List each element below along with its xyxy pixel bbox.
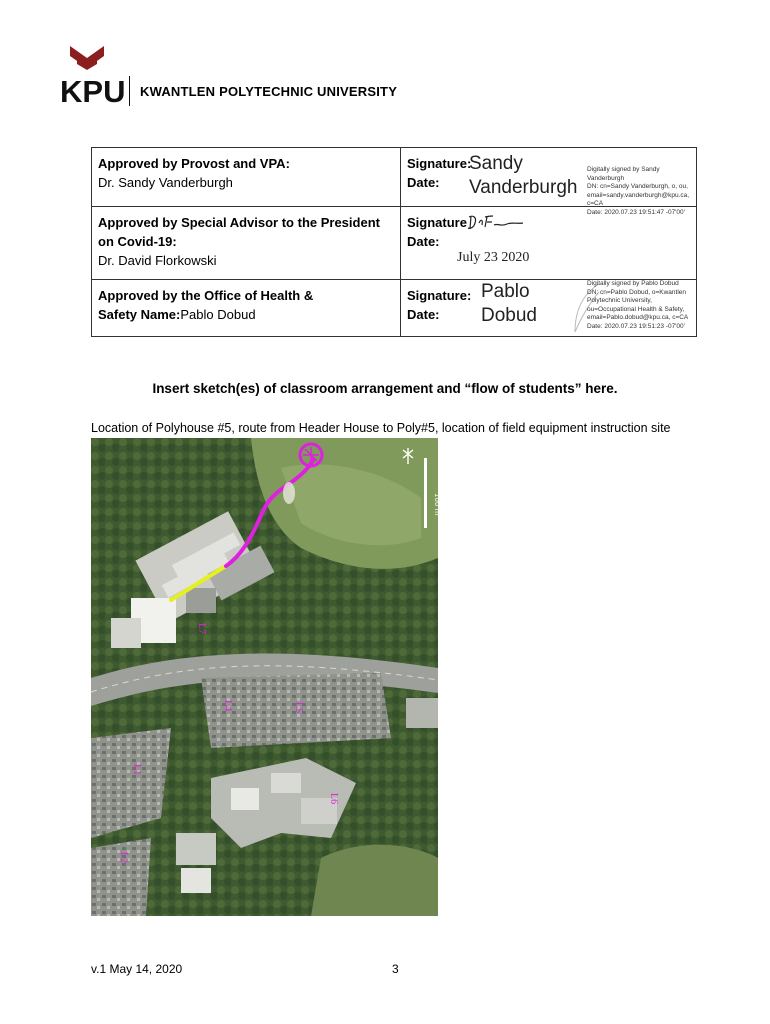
lot-label: L4 [222,700,233,712]
scale-label: 100 m [433,493,441,516]
approval-person: Pablo Dobud [180,307,256,322]
approval-person: Dr. Sandy Vanderburgh [98,175,233,190]
approval-row-health-safety [92,280,697,337]
signed-name-line1: Sandy [469,153,523,174]
meta-line: Digitally signed by Pablo Dobud [587,280,679,287]
approval-role: Approved by the Office of Health & [98,288,314,303]
lot-label: L1 [131,764,142,776]
approval-role: Approved by Special Advisor to the President [98,215,380,230]
lot-label: L2 [118,852,129,864]
map-caption: Location of Polyhouse #5, route from Header House to Poly#5, location of field equipment instruction site [91,421,671,435]
signature-cell [401,207,697,280]
date-label: Date: [407,175,440,190]
logo-text: KPU [60,74,126,109]
approval-person: Dr. David Florkowski [98,253,217,268]
approval-role-cell [92,207,401,280]
aerial-map [91,438,441,916]
signed-name-line2: Vanderburgh [469,177,578,198]
signed-name-line1: Pablo [481,281,530,302]
handwritten-signature [465,213,525,233]
meta-line: email=Pablo.dobud@kpu.ca, c=CA [587,314,689,321]
approval-role-cell [92,148,401,207]
meta-line: email=sandy.vanderburgh@kpu.ca, c=CA [587,191,690,207]
sketch-heading: Insert sketch(es) of classroom arrangement and “flow of students” here. [152,381,618,396]
page-number: 3 [392,962,399,976]
digital-signature-meta [587,280,688,331]
date-label: Date: [407,234,440,249]
signature-label: Signature: [407,156,472,171]
signature-cell [401,148,697,216]
signature-cell [401,280,697,337]
signature-label: Signature [407,215,467,230]
lot-label: L5 [293,702,304,714]
approval-role-cont: on Covid-19: [98,234,177,249]
meta-line: Date: 2020.07.23 19:51:47 -07'00' [587,208,685,216]
handwritten-date: July 23 2020 [457,250,530,265]
signed-name-line2: Dobud [481,305,537,326]
meta-line: Polytechnic University, [587,297,652,304]
lot-label: L6 [328,793,339,805]
version-footer: v.1 May 14, 2020 [91,962,183,976]
meta-line: ou=Occupational Health & Safety, [587,305,685,313]
aerial-map-image [91,438,441,916]
kpu-logo-mark [60,44,140,109]
lot-label: L7 [196,623,207,635]
meta-line: Digitally signed by Sandy Vanderburgh [587,166,660,182]
meta-line: Date: 2020.07.23 19:51:23 -07'00' [587,322,685,330]
signature-label: Signature: [407,288,472,303]
approval-role: Approved by Provost and VPA: [98,156,290,171]
university-name: KWANTLEN POLYTECHNIC UNIVERSITY [140,84,398,99]
meta-line: DN: cn=Pablo Dobud, o=Kwantlen [587,288,687,296]
meta-line: DN: cn=Sandy Vanderburgh, o, ou, [587,183,688,190]
approval-role-cell [92,280,401,337]
signed-name [469,152,577,200]
approval-row-covid-advisor [92,207,697,280]
name-label: Safety Name: [98,307,181,322]
approval-row-provost [92,148,697,207]
signed-name [481,280,537,328]
approvals-table [91,147,697,337]
logo-divider [129,76,130,106]
date-label: Date: [407,307,440,322]
